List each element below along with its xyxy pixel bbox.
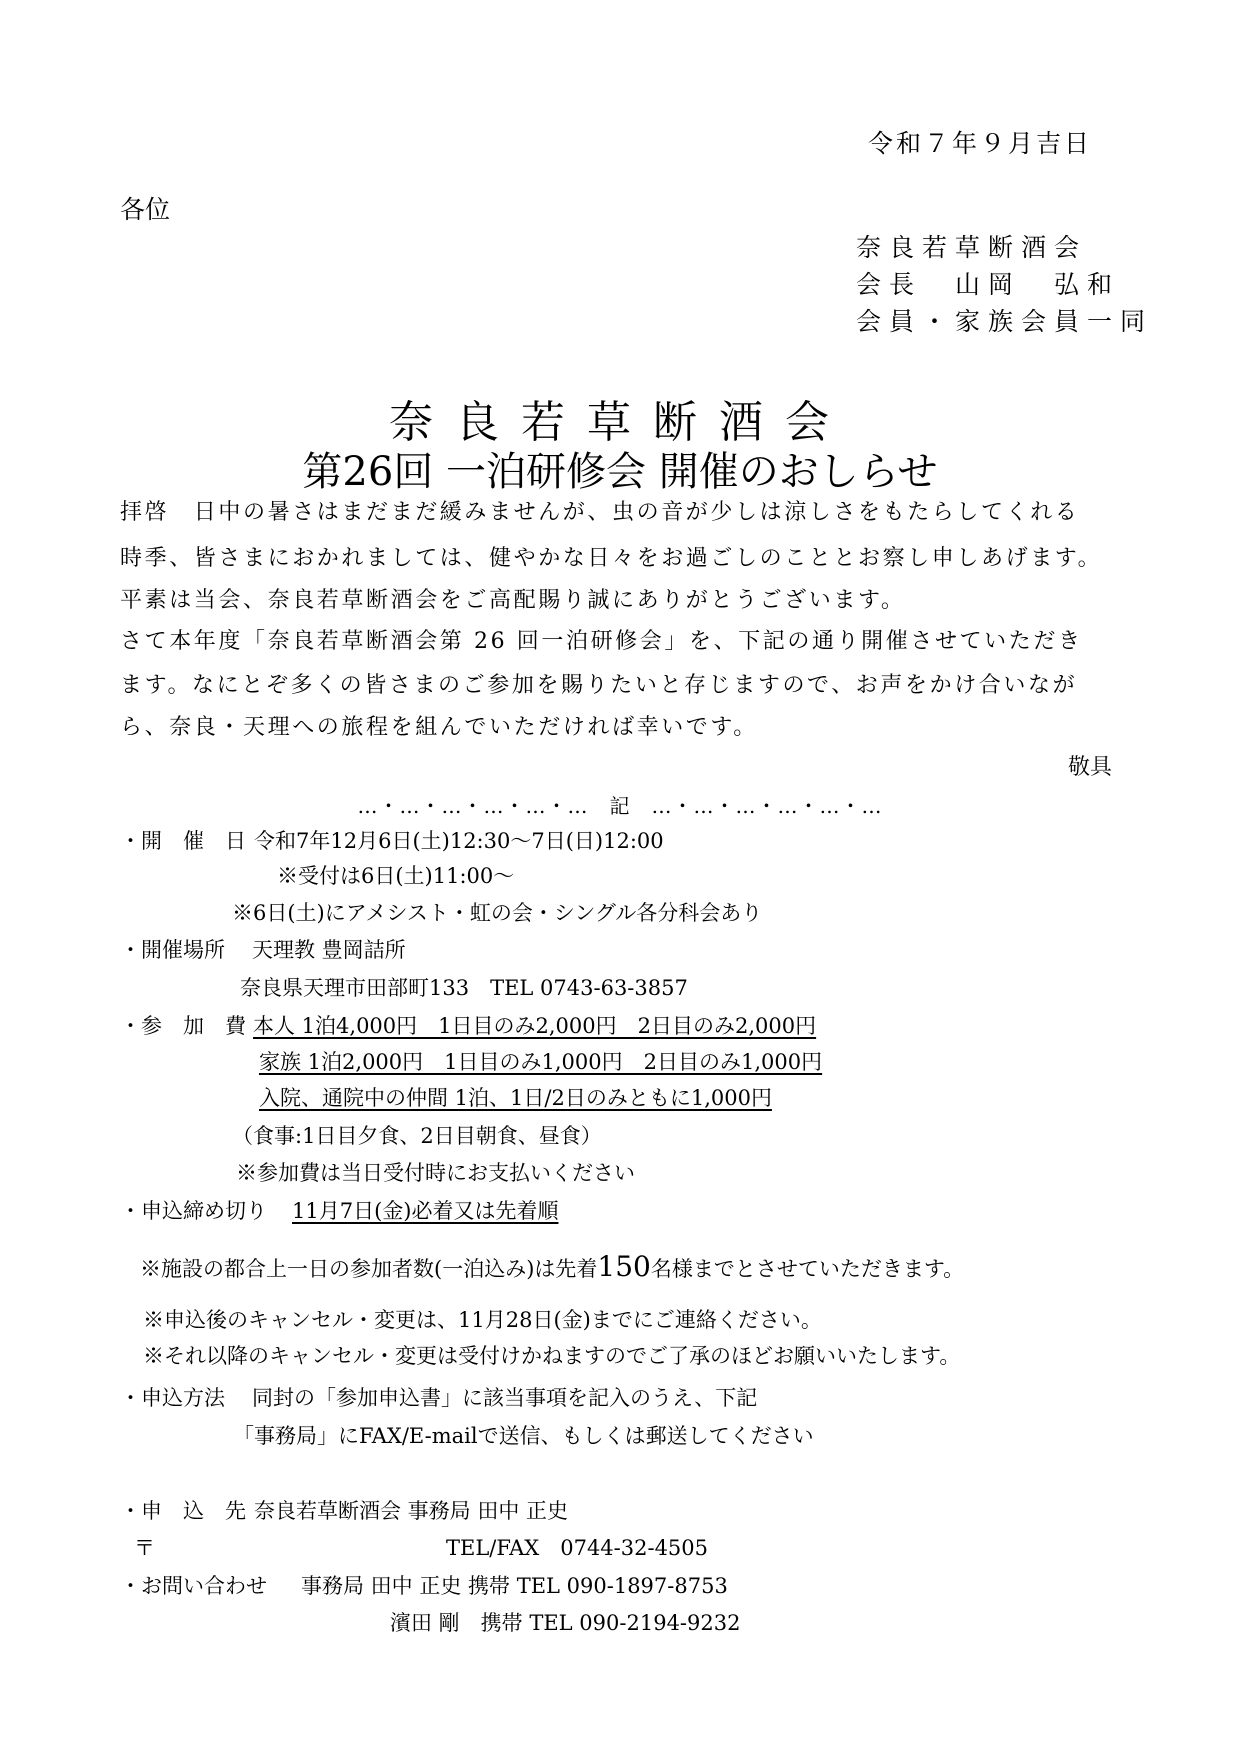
inquiry-label: ・お問い合わせ: [120, 1574, 267, 1598]
sender-chair: 会長 山岡 弘和: [856, 270, 1121, 299]
title-event: 第26回 一泊研修会 開催のおしらせ: [302, 449, 938, 495]
body-line-3: 平素は当会、奈良若草断酒会をご高配賜り誠にありがとうございます。: [120, 588, 906, 613]
body-line-4: さて本年度「奈良若草断酒会第 26 回一泊研修会」を、下記の通り開催させていただき: [120, 629, 1083, 654]
fee-payment-note: ※参加費は当日受付時にお支払いください: [236, 1161, 635, 1185]
capacity-after: 名様までとさせていただきます。: [650, 1257, 965, 1281]
fee-family: 家族 1泊2,000円 1日目のみ1,000円 2日目のみ1,000円: [259, 1050, 823, 1074]
cancel-note-2: ※それ以降のキャンセル・変更は受付けかねますのでご了承のほどお願いいたします。: [143, 1344, 961, 1368]
fee-self: 本人 1泊4,000円 1日目のみ2,000円 2日目のみ2,000円: [253, 1014, 817, 1038]
body-line-5: ます。なにとぞ多くの皆さまのご参加を賜りたいと存じますので、お声をかけ合いなが: [120, 673, 1078, 698]
deadline-label: ・申込締め切り: [120, 1199, 267, 1223]
apply-label: ・申 込 先: [120, 1499, 246, 1523]
date-note-subgroups: ※6日(土)にアメシスト・虹の会・シングル各分科会あり: [232, 901, 763, 925]
inquiry-line-1: 事務局 田中 正史 携帯 TEL 090-1897-8753: [301, 1574, 728, 1598]
capacity-number: 150: [597, 1250, 651, 1283]
inquiry-line-2: 濱田 剛 携帯 TEL 090-2194-9232: [390, 1611, 741, 1635]
capacity-note: [140, 1250, 964, 1283]
fee-patients: 入院、通院中の仲間 1泊、1日/2日のみともに1,000円: [259, 1086, 772, 1110]
venue-address: 奈良県天理市田部町133 TEL 0743-63-3857: [240, 976, 688, 1000]
method-line-2: 「事務局」にFAX/E-mailで送信、もしくは郵送してください: [233, 1424, 814, 1448]
fee-meals: （食事:1日目夕食、2日目朝食、昼食）: [232, 1124, 602, 1148]
method-label: ・申込方法: [120, 1386, 225, 1410]
body-line-2: 時季、皆さまにおかれましては、健やかな日々をお過ごしのこととお察し申しあげます。: [120, 546, 1103, 571]
sender-org: 奈良若草断酒会: [856, 233, 1088, 262]
method-line-1: 同封の「参加申込書」に該当事項を記入のうえ、下記: [252, 1386, 758, 1410]
issue-date: 令和７年９月吉日: [868, 129, 1093, 158]
venue-label: ・開催場所: [120, 938, 225, 962]
date-value: 令和7年12月6日(土)12:30～7日(日)12:00: [254, 829, 664, 853]
body-line-1: 拝啓 日中の暑さはまだまだ緩みませんが、虫の音が少しは涼しさをもたらしてくれる: [120, 500, 1080, 525]
sender-members: 会員・家族会員一同: [856, 307, 1154, 336]
closing-word: 敬具: [1068, 755, 1113, 780]
apply-value: 奈良若草断酒会 事務局 田中 正史: [254, 1499, 569, 1523]
apply-telfax: TEL/FAX 0744-32-4505: [446, 1536, 709, 1560]
venue-name: 天理教 豊岡詰所: [252, 938, 406, 962]
fee-label: ・参 加 費: [120, 1014, 246, 1038]
body-line-6: ら、奈良・天理への旅程を組んでいただければ幸いです。: [120, 715, 758, 740]
addressee: 各位: [120, 195, 171, 224]
title-org: 奈良若草断酒会: [389, 397, 851, 448]
date-label: ・開 催 日: [120, 829, 246, 853]
cancel-note-1: ※申込後のキャンセル・変更は、11月28日(金)までにご連絡ください。: [143, 1308, 822, 1332]
capacity-before: ※施設の都合上一日の参加者数(一泊込み)は先着: [140, 1257, 598, 1281]
date-note-reception: ※受付は6日(土)11:00～: [277, 864, 515, 888]
ki-divider: …・…・…・…・…・… 記 …・…・…・…・…・…: [357, 794, 883, 818]
postal-mark: 〒: [134, 1536, 155, 1560]
deadline-value: 11月7日(金)必着又は先着順: [292, 1199, 559, 1223]
